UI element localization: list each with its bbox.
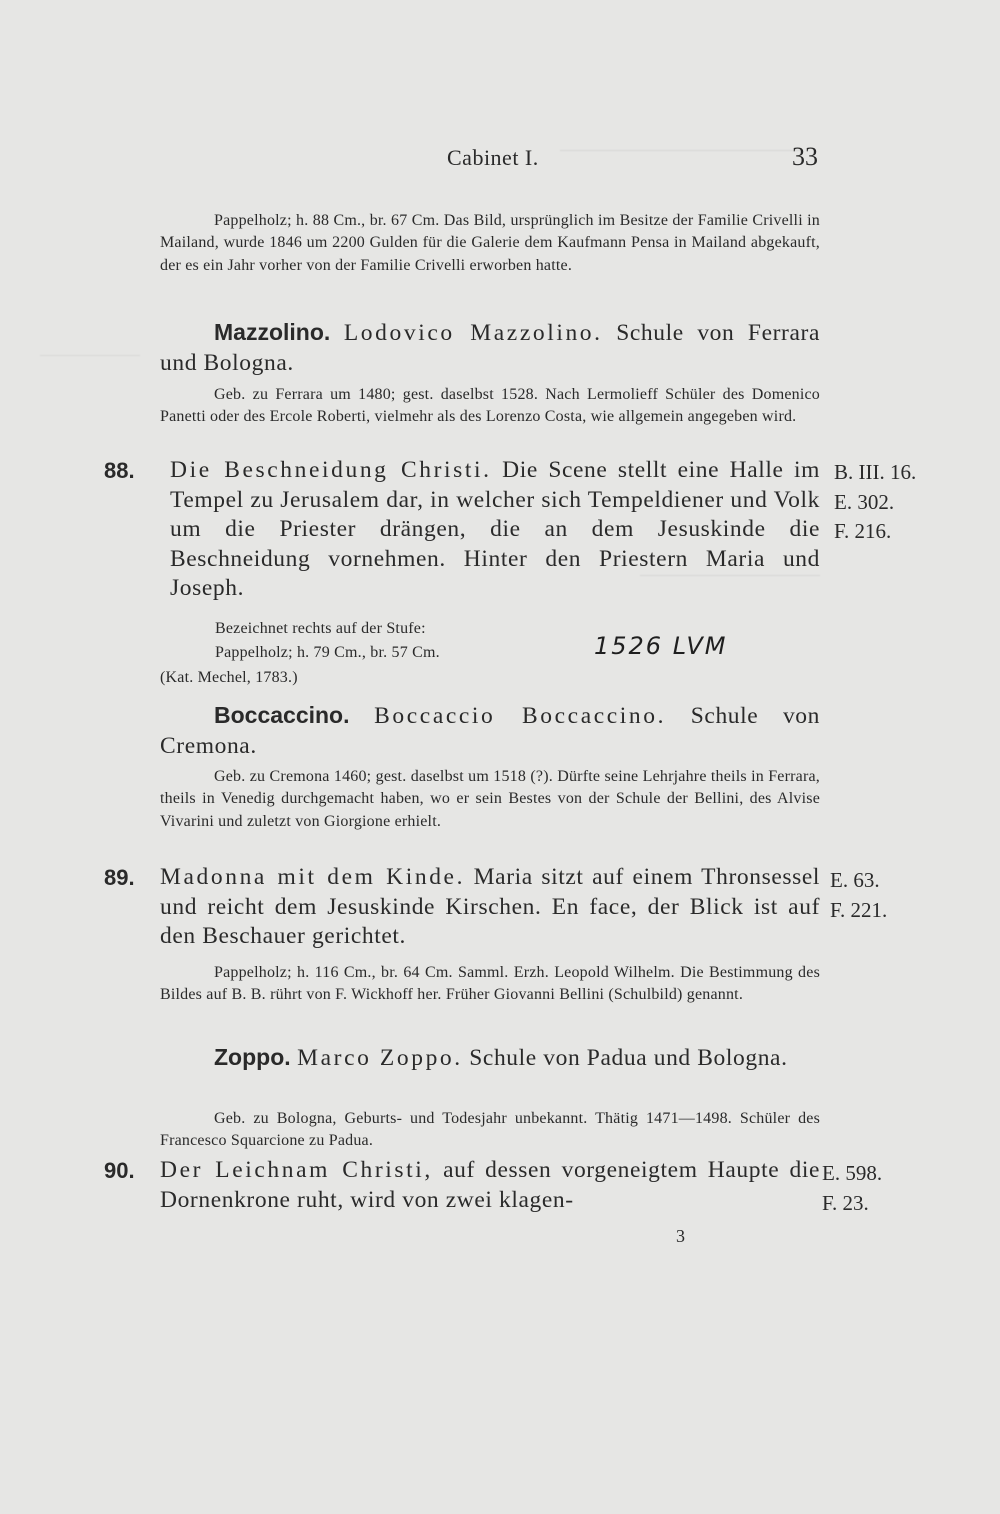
- entry-references: [834, 458, 916, 547]
- entry-number: 89.: [104, 865, 135, 890]
- entry-title: Die Beschneidung Christi.: [170, 457, 492, 483]
- artist-school: Schule von Cremona.: [160, 703, 820, 759]
- bleed-through-shadow: [560, 150, 800, 165]
- running-head: Cabinet I.: [447, 145, 539, 170]
- artist-bio: Geb. zu Bologna, Geburts- und Todesjahr unbekannt. Thätig 1471—1498. Schüler des Francesco Squarcione zu Padua.: [160, 1110, 820, 1150]
- reference-item: B. III. 16.: [834, 460, 917, 484]
- artist-name: Marco Zoppo.: [297, 1045, 463, 1071]
- artist-school: Schule von Padua und Bologna.: [469, 1045, 788, 1071]
- intro-note-text: Pappelholz; h. 88 Cm., br. 67 Cm. Das Bild, ursprünglich im Besitze der Familie Crivelli in Mailand, wurde 1846 um 2200 Gulden für die Galerie dem Kaufmann Pensa in Mailand abgekauft, der es ein Jahr vorher von der Familie Crivelli erworben hatte.: [160, 212, 820, 274]
- entry-number: 90.: [104, 1158, 135, 1183]
- entry-88-signed: Bezeichnet rechts auf der Stufe:: [215, 620, 426, 637]
- artist-key: Zoppo.: [214, 1044, 291, 1070]
- reference-item: F. 23.: [822, 1190, 869, 1215]
- entry-88-catalog: (Kat. Mechel, 1783.): [160, 669, 298, 686]
- painter-signature: 1526 LVM: [594, 632, 728, 660]
- artist-heading-boccaccino: [160, 701, 820, 761]
- artist-bio-zoppo: [160, 1108, 820, 1153]
- reference-item: E. 598.: [822, 1161, 883, 1185]
- reference-item: F. 221.: [830, 897, 888, 922]
- entry-references: [830, 866, 887, 925]
- bleed-through-shadow: [40, 355, 140, 366]
- entry-note: Pappelholz; h. 116 Cm., br. 64 Cm. Samml. Erzh. Leopold Wilhelm. Die Bestimmung des Bildes auf B. B. rührt von F. Wickhoff her. Früher Giovanni Bellini (Schulbild) genannt.: [160, 964, 820, 1004]
- intro-note: [160, 210, 820, 277]
- artist-heading-mazzolino: [160, 318, 820, 378]
- reference-item: E. 63.: [830, 868, 880, 892]
- page-number: 33: [792, 142, 818, 171]
- entry-88-material: Pappelholz; h. 79 Cm., br. 57 Cm.: [215, 644, 440, 661]
- entry-90-text: [160, 1156, 820, 1215]
- artist-school: Schule von Ferrara und Bologna.: [160, 320, 820, 376]
- artist-key: Boccaccino.: [214, 702, 350, 728]
- entry-89-note: [160, 962, 820, 1007]
- entry-description: Die Scene stellt eine Halle im Tempel zu Jerusalem dar, in welcher sich Tempeldiener und Volk um die Priester drängen, die an dem Jesuskinde die Beschneidung vornehmen. Hinter den Priestern Maria und Joseph.: [170, 457, 820, 601]
- entry-description: Maria sitzt auf einem Thronsessel und reicht dem Jesuskinde Kirschen. En face, der Blick ist auf den Beschauer gerichtet.: [160, 864, 820, 949]
- artist-name: Lodovico Mazzolino.: [343, 320, 603, 346]
- artist-bio: Geb. zu Cremona 1460; gest. daselbst um 1518 (?). Dürfte seine Lehrjahre theils in Ferrara, theils in Venedig durchgemacht haben, wo er sein Bestes von der Schule der Bellini, des Alvise Vivarini und zuletzt von Giorgione erhielt.: [160, 768, 820, 830]
- reference-item: E. 302.: [834, 489, 895, 514]
- entry-88-text: [170, 456, 820, 604]
- entry-references: [822, 1159, 882, 1218]
- entry-title: Der Leichnam Christi,: [160, 1157, 433, 1183]
- entry-number: 88.: [104, 458, 135, 483]
- artist-heading-zoppo: [160, 1043, 820, 1074]
- reference-item: F. 216.: [834, 519, 892, 543]
- entry-title: Madonna mit dem Kinde.: [160, 864, 466, 890]
- artist-bio-boccaccino: [160, 766, 820, 833]
- artist-key: Mazzolino.: [214, 319, 331, 345]
- entry-description: auf dessen vorgeneigtem Haupte die Dornenkrone ruht, wird von zwei klagen-: [160, 1157, 820, 1213]
- artist-bio: Geb. zu Ferrara um 1480; gest. daselbst 1528. Nach Lermolieff Schüler des Domenico Panetti oder des Ercole Roberti, vielmehr als des Lorenzo Costa, wie allgemein angegeben wird.: [160, 386, 820, 426]
- artist-name: Boccaccio Boccaccino.: [374, 703, 667, 729]
- signature-mark: 3: [676, 1226, 685, 1246]
- artist-bio-mazzolino: [160, 384, 820, 429]
- entry-89-text: [160, 863, 820, 952]
